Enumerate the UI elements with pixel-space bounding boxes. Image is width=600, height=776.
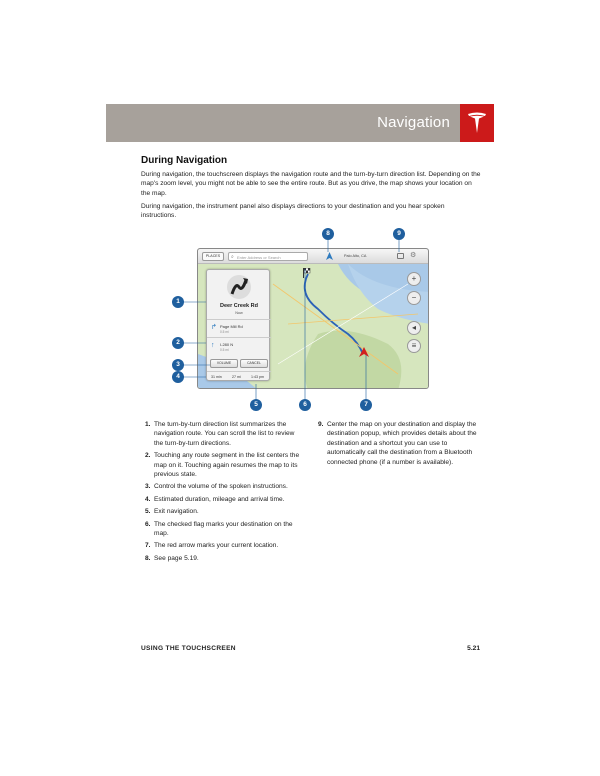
route-step-name: Page Mill Rd — [220, 324, 243, 329]
zoom-out-button[interactable]: − — [407, 291, 421, 305]
page-title: Navigation — [377, 114, 450, 131]
current-location-arrow-icon — [359, 347, 369, 357]
list-item: 1. The turn-by-turn direction list summarizes the navigation route. You can scroll the list to review the turn-by-turn directions. — [145, 421, 295, 447]
settings-icon[interactable]: ⚙ — [410, 252, 417, 259]
destination-flag-icon — [303, 268, 311, 278]
list-item: 4. Estimated duration, mileage and arrival time. — [145, 495, 285, 503]
list-item: 8. See page 5.19. — [145, 554, 199, 562]
search-placeholder: Enter Address or Search — [237, 254, 281, 260]
list-item: 2. Touching any route segment in the list centers the map on it. Touching again resumes the map to its previous state. — [145, 452, 300, 479]
turn-right-icon: ↱ — [211, 324, 217, 331]
touchscreen-screenshot — [197, 248, 429, 389]
places-button[interactable]: PLACES — [202, 252, 224, 261]
volume-button[interactable]: VOLUME — [210, 359, 238, 368]
callout-4: 4 — [172, 371, 184, 383]
trip-distance: 27 mi — [232, 375, 241, 379]
zoom-in-button[interactable]: + — [407, 272, 421, 286]
paragraph: During navigation, the instrument panel also displays directions to your destination and you hear spoken instructions. — [141, 203, 445, 220]
direction-list-panel[interactable] — [206, 269, 270, 381]
route-step[interactable] — [207, 337, 271, 357]
callout-8: 8 — [322, 228, 334, 240]
list-item: 6. The checked flag marks your destination on the map. — [145, 520, 293, 538]
screen-top-bar — [198, 249, 429, 264]
callout-7: 7 — [360, 399, 372, 411]
callout-list-right — [318, 420, 478, 470]
section-heading: During Navigation — [141, 155, 228, 166]
footer-section-title: USING THE TOUCHSCREEN — [141, 645, 236, 652]
cancel-button[interactable]: CANCEL — [240, 359, 268, 368]
turn-direction-icon — [226, 274, 252, 300]
paragraph: During navigation, the touchscreen displays the navigation route and the turn-by-turn direction list. Depending on the map's zoom level, you might not be able to see the entire route. But as you drive, the map shows your location on the map. — [141, 171, 481, 197]
location-label: Palo Alto, CA — [344, 254, 367, 258]
search-input[interactable] — [228, 252, 308, 261]
callout-6: 6 — [299, 399, 311, 411]
callout-2: 2 — [172, 337, 184, 349]
route-step[interactable] — [207, 319, 271, 339]
callout-list-left — [145, 420, 305, 566]
current-time: Now — [235, 311, 243, 315]
callout-9: 9 — [393, 228, 405, 240]
page-number: 5.21 — [467, 645, 480, 652]
traffic-button[interactable]: ≡ — [407, 339, 421, 353]
navigate-icon[interactable] — [325, 251, 334, 261]
callout-3: 3 — [172, 359, 184, 371]
map-view-icon[interactable] — [397, 253, 404, 259]
search-icon: ⌕ — [231, 254, 234, 260]
callout-5: 5 — [250, 399, 262, 411]
list-item: 5. Exit navigation. — [145, 508, 199, 516]
route-step-distance: 0.5 mi — [220, 330, 229, 334]
tesla-logo — [460, 104, 494, 142]
tesla-logo-icon — [467, 111, 487, 135]
route-step-name: I-280 N — [220, 342, 234, 347]
trip-arrival: 1:43 pm — [251, 375, 264, 379]
straight-icon: ↑ — [211, 342, 215, 349]
trip-duration: 31 min — [211, 375, 222, 379]
compass-button[interactable]: ◂ — [407, 321, 421, 335]
current-street: Deer Creek Rd — [220, 303, 258, 309]
trip-stats — [207, 371, 271, 381]
route-step-distance: 0.5 mi — [220, 348, 229, 352]
list-item: 9. Center the map on your destination and display the destination popup, which provides details about the destination and a shortcut you can use to automatically call the destination from a Bluetooth connected phone (if a number is available). — [318, 421, 477, 466]
list-item: 3. Control the volume of the spoken instructions. — [145, 483, 288, 491]
list-item: 7. The red arrow marks your current location. — [145, 542, 279, 550]
callout-1: 1 — [172, 296, 184, 308]
header-band — [106, 104, 460, 142]
